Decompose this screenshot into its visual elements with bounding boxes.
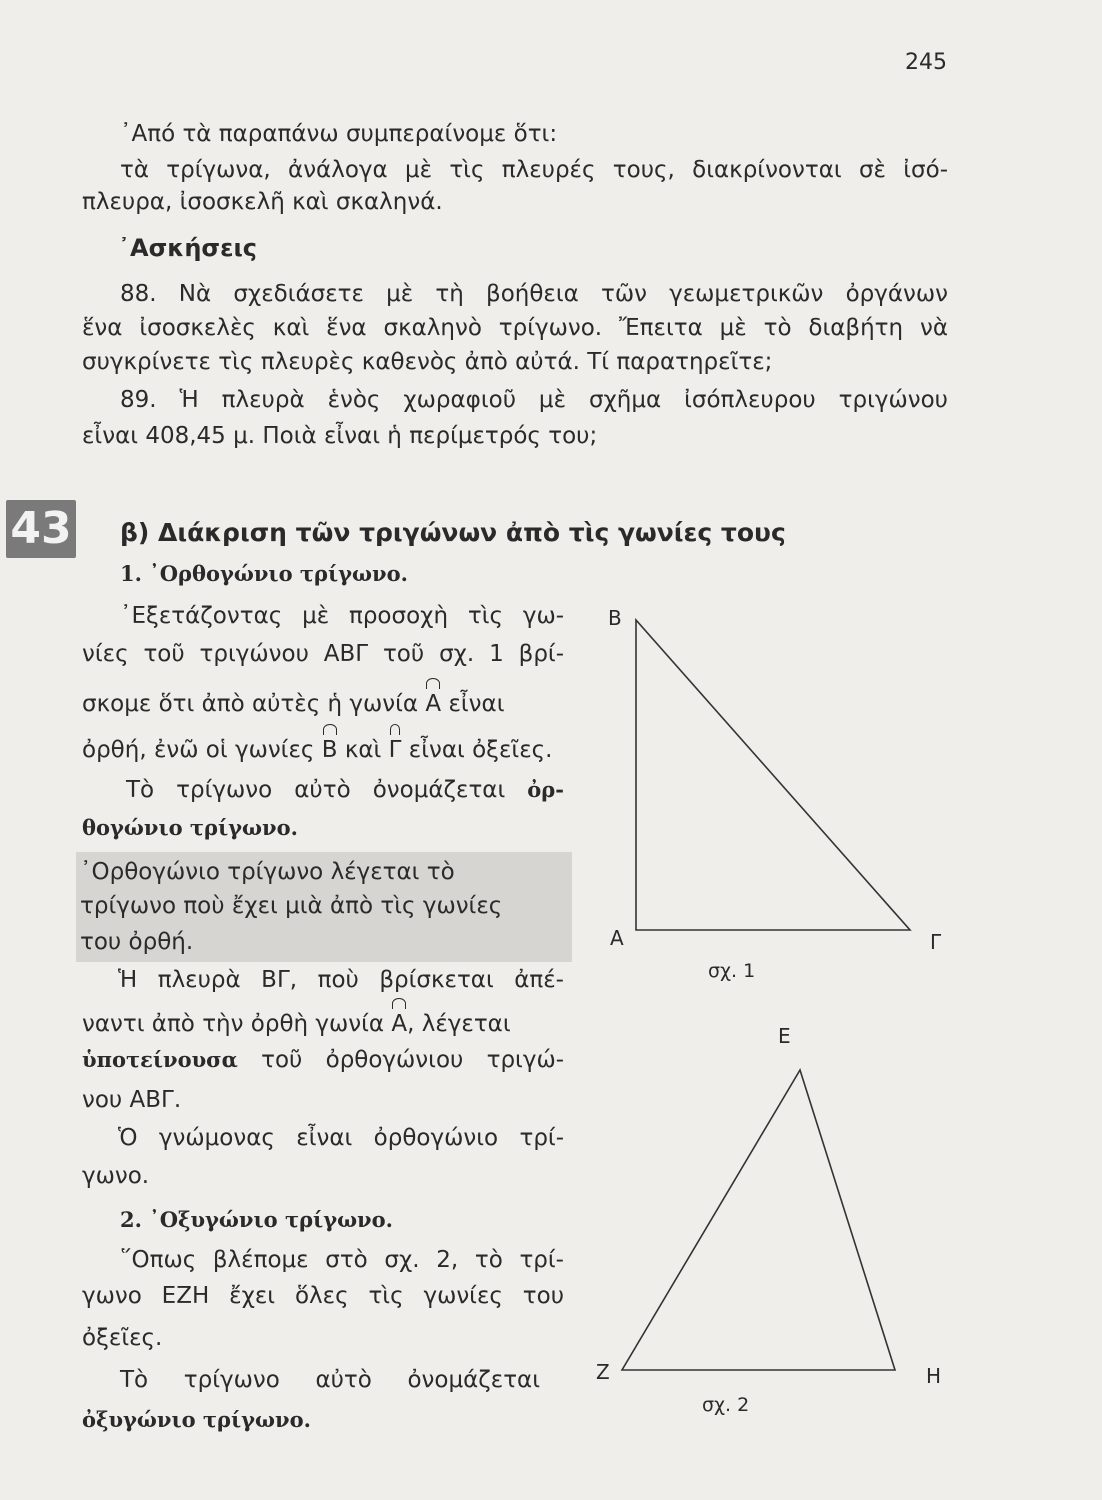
fig1-vertex-g: Γ xyxy=(930,930,942,954)
right-p2-term: θογώνιο τρίγωνο. xyxy=(82,815,298,840)
right-triangle-heading: 1. ᾿Ορθογώνιο τρίγωνο. xyxy=(120,561,408,586)
section-title: β) Διάκριση τῶν τριγώνων ἀπὸ τὶς γωνίες τους xyxy=(120,518,786,547)
hypotenuse-term: ὑποτείνουσα xyxy=(82,1047,238,1072)
angle-g-symbol: Γ xyxy=(389,734,402,766)
acute-triangle-shape xyxy=(622,1070,895,1370)
exercise-88-line-1: 88. Νὰ σχεδιάσετε μὲ τὴ βοήθεια τῶν γεωμετρικῶν ὀργάνων xyxy=(120,281,948,307)
right-p1-line-4b: καὶ xyxy=(344,737,382,763)
fig1-vertex-a: Α xyxy=(610,926,624,950)
right-p1-line-4c: εἶναι ὀξεῖες. xyxy=(408,737,553,763)
page-number: 245 xyxy=(905,50,947,75)
exercise-88-line-3: συγκρίνετε τὶς πλευρὲς καθενὸς ἀπὸ αὐτά. Τί παρατηρεῖτε; xyxy=(82,349,773,375)
hypotenuse-line-3b: τοῦ ὀρθογώνιου τριγώ- xyxy=(261,1047,565,1073)
hypotenuse-line-2a: ναντι ἀπὸ τὴν ὀρθὴ γωνία xyxy=(82,1011,385,1037)
hypotenuse-line-4: νου ΑΒΓ. xyxy=(82,1087,182,1113)
exercises-heading: ᾿Ασκήσεις xyxy=(118,234,258,262)
fig2-vertex-h: Η xyxy=(926,1364,942,1388)
acute-p1-line-1: ῞Οπως βλέπομε στὸ σχ. 2, τὸ τρί- xyxy=(120,1247,564,1273)
fig2-caption: σχ. 2 xyxy=(702,1394,750,1416)
fig1-caption: σχ. 1 xyxy=(708,960,756,982)
acute-p1-line-2: γωνο ΕΖΗ ἔχει ὅλες τὶς γωνίες του xyxy=(82,1283,564,1309)
angle-a-symbol: Α xyxy=(425,688,441,720)
intro-line-1: ᾿Από τὰ παραπάνω συμπεραίνομε ὅτι: xyxy=(120,121,558,147)
acute-triangle-heading: 2. ᾿Οξυγώνιο τρίγωνο. xyxy=(120,1207,393,1232)
exercise-88-line-2: ἕνα ἰσοσκελὲς καὶ ἕνα σκαληνὸ τρίγωνο. Ἔπειτα μὲ τὸ διαβήτη νὰ xyxy=(82,315,948,341)
acute-p1-line-3: ὀξεῖες. xyxy=(82,1325,163,1351)
hyp-angle-a-symbol: Α xyxy=(391,1008,407,1040)
fig1-vertex-b: Β xyxy=(608,606,622,630)
right-p2-line-1a: Τὸ τρίγωνο αὐτὸ ὀνομάζεται xyxy=(126,777,506,803)
right-p1-line-3b: εἶναι xyxy=(448,691,505,717)
right-triangle-shape xyxy=(636,620,910,930)
section-number-badge: 43 xyxy=(6,500,76,558)
right-p1-line-2: νίες τοῦ τριγώνου ΑΒΓ τοῦ σχ. 1 βρί- xyxy=(82,641,564,667)
right-p1-line-4a: ὀρθή, ἐνῶ οἱ γωνίες xyxy=(82,737,315,763)
hypotenuse-line-1: Ἡ πλευρὰ ΒΓ, ποὺ βρίσκεται ἀπέ- xyxy=(118,967,564,993)
hypotenuse-line-2b: , λέγεται xyxy=(407,1011,511,1037)
right-p1-line-1: ᾿Εξετάζοντας μὲ προσοχὴ τὶς γω- xyxy=(120,603,564,629)
fig2-vertex-z: Ζ xyxy=(596,1360,610,1384)
definition-line-2: τρίγωνο ποὺ ἔχει μιὰ ἀπὸ τὶς γωνίες xyxy=(80,893,503,919)
gnomon-line-1: Ὁ γνώμονας εἶναι ὀρθογώνιο τρί- xyxy=(118,1125,564,1151)
acute-p2-term: ὀξυγώνιο τρίγωνο. xyxy=(82,1407,311,1432)
gnomon-line-2: γωνο. xyxy=(82,1163,150,1189)
fig2-vertex-e: Ε xyxy=(778,1024,791,1048)
angle-b-symbol: Β xyxy=(322,734,338,766)
right-p1-line-3a: σκομε ὅτι ἀπὸ αὐτὲς ἡ γωνία xyxy=(82,691,419,717)
intro-line-2: τὰ τρίγωνα, ἀνάλογα μὲ τὶς πλευρές τους, διακρίνονται σὲ ἰσό- xyxy=(120,157,948,183)
definition-line-3: του ὀρθή. xyxy=(80,929,194,955)
right-p2-term-start: ὀρ- xyxy=(527,777,564,802)
intro-line-3: πλευρα, ἰσοσκελῆ καὶ σκαληνά. xyxy=(82,189,443,215)
definition-line-1: ᾿Ορθογώνιο τρίγωνο λέγεται τὸ xyxy=(80,859,455,885)
exercise-89-line-2: εἶναι 408,45 μ. Ποιὰ εἶναι ἡ περίμετρός του; xyxy=(82,423,598,449)
exercise-89-line-1: 89. Ἡ πλευρὰ ἑνὸς χωραφιοῦ μὲ σχῆμα ἰσόπλευρου τριγώνου xyxy=(120,387,948,413)
acute-p2-line-1: Τὸ τρίγωνο αὐτὸ ὀνομάζεται xyxy=(120,1367,540,1393)
